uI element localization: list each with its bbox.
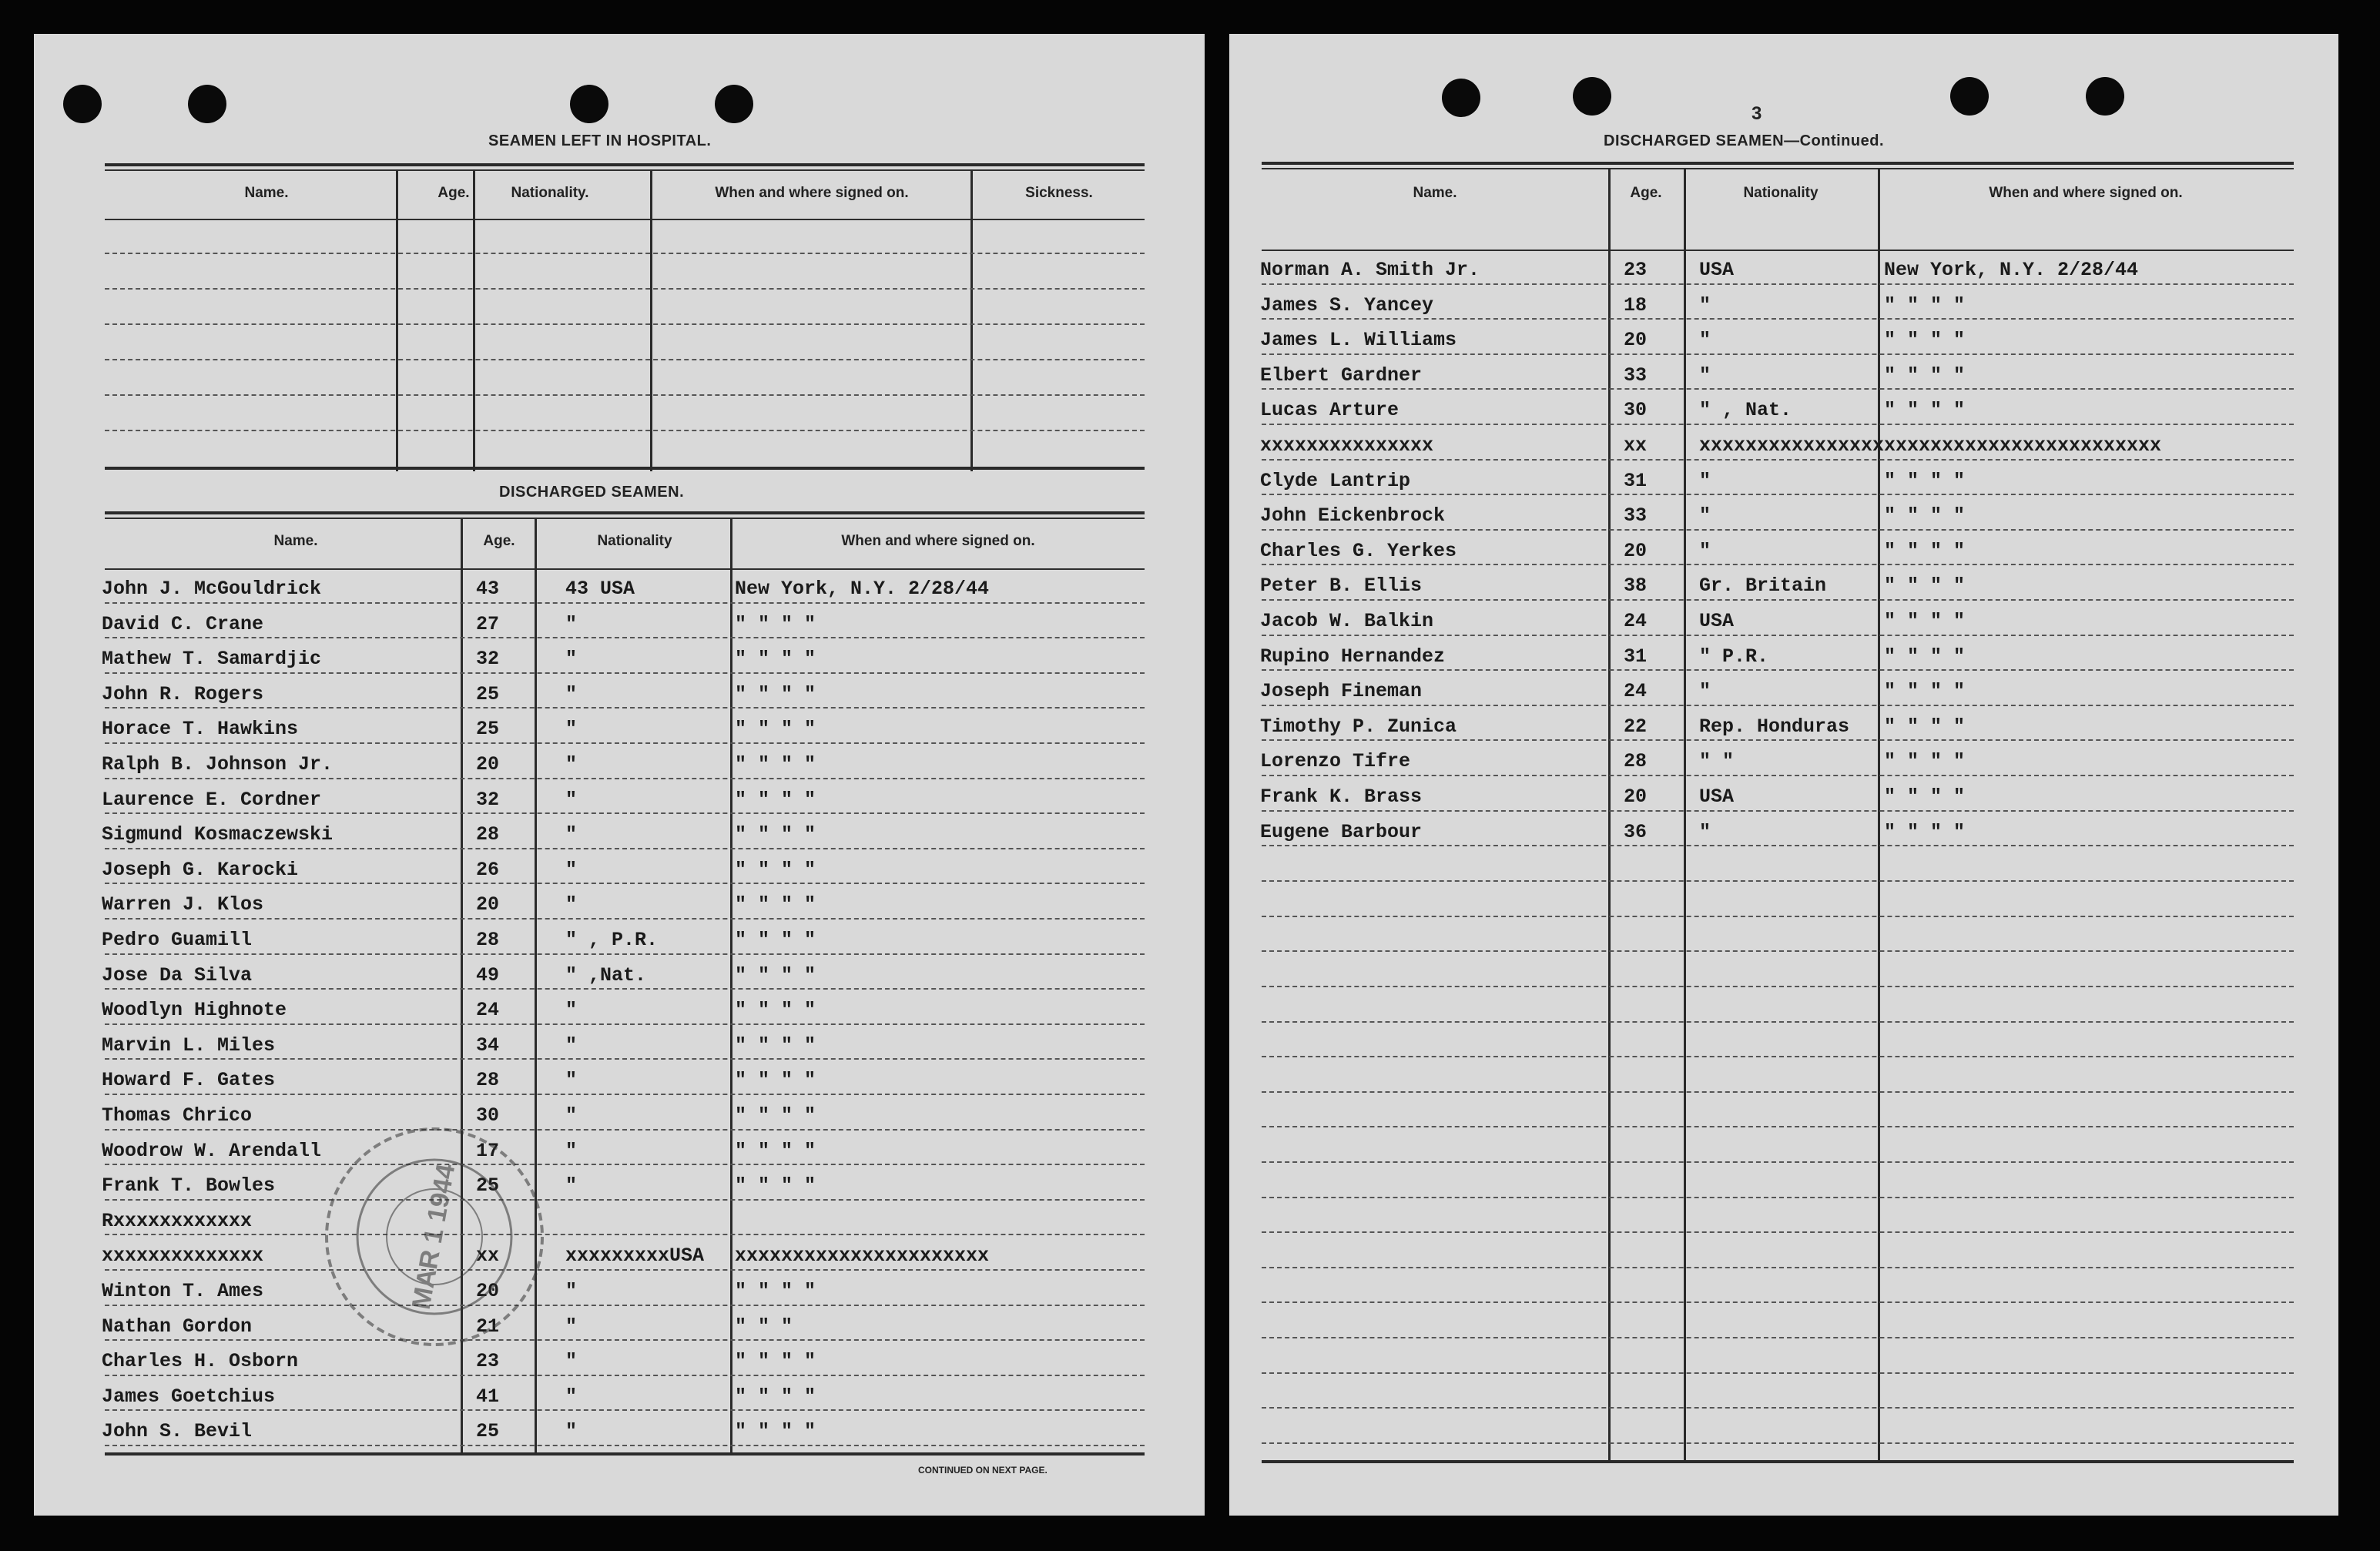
- row-line: [105, 1199, 1145, 1201]
- seaman-nationality: ": [565, 753, 578, 776]
- column-divider: [730, 518, 732, 1454]
- seaman-nationality: ": [1699, 504, 1711, 528]
- seaman-age: 23: [1624, 259, 1648, 281]
- row-line: [1262, 845, 2294, 846]
- row-line: [105, 1023, 1145, 1025]
- right-page: [1229, 34, 2338, 1516]
- rule: [105, 518, 1145, 519]
- seaman-name: Peter B. Ellis: [1260, 575, 1423, 598]
- seaman-age: 28: [476, 1069, 500, 1092]
- seaman-name: Horace T. Hawkins: [102, 718, 299, 741]
- seaman-signed-on: " " " ": [735, 1069, 816, 1092]
- seaman-signed-on: " " " ": [1884, 786, 1966, 808]
- punch-hole: [1573, 77, 1611, 116]
- seaman-signed-on: " " " ": [735, 648, 816, 671]
- seaman-name: Marvin L. Miles: [102, 1033, 276, 1057]
- row-line: [1262, 459, 2294, 461]
- row-line: [1262, 739, 2294, 741]
- seaman-age: 43: [476, 578, 500, 600]
- seaman-age: 31: [1624, 469, 1648, 492]
- seaman-signed-on: " " " ": [1884, 504, 1966, 528]
- rule: [105, 568, 1145, 570]
- hospital-header-name: Name.: [244, 185, 289, 201]
- seaman-nationality: ": [565, 1069, 578, 1092]
- seaman-signed-on: " " " ": [1884, 610, 1966, 632]
- seaman-age: 27: [476, 612, 500, 635]
- seaman-age: 20: [476, 1280, 500, 1302]
- seaman-name: Nathan Gordon: [102, 1315, 253, 1338]
- seaman-nationality: ": [565, 788, 578, 811]
- seaman-nationality: ": [565, 1033, 578, 1057]
- seaman-nationality: ": [565, 1280, 578, 1302]
- rule: [1262, 162, 2294, 165]
- header-signed: When and where signed on.: [841, 533, 1035, 549]
- seaman-nationality: ": [1699, 329, 1711, 352]
- row-line: [105, 778, 1145, 779]
- seaman-name: xxxxxxxxxxxxxx: [102, 1244, 264, 1268]
- seaman-nationality: " P.R.: [1699, 645, 1769, 668]
- left-page: [34, 34, 1205, 1516]
- row-line: [1262, 880, 2294, 882]
- seaman-nationality: xxxxxxxxxxxxxxxx: [1699, 434, 1885, 457]
- rule: [105, 163, 1145, 166]
- seaman-name: John R. Rogers: [102, 682, 264, 705]
- row-line: [1262, 705, 2294, 706]
- seaman-nationality: ": [565, 1385, 578, 1408]
- rule: [1262, 1460, 2294, 1463]
- seaman-nationality: ": [565, 1139, 578, 1162]
- seaman-signed-on: " " " ": [735, 999, 816, 1022]
- rule: [105, 467, 1145, 470]
- seaman-age: 20: [1624, 786, 1648, 808]
- seaman-age: 30: [476, 1104, 500, 1127]
- seaman-age: 41: [476, 1385, 500, 1408]
- column-divider: [473, 169, 475, 471]
- row-line: [105, 1375, 1145, 1376]
- row-line: [1262, 1442, 2294, 1444]
- seaman-name: Jose Da Silva: [102, 963, 253, 987]
- seaman-signed-on: " " " ": [735, 1280, 816, 1302]
- seaman-signed-on: " " " ": [735, 788, 816, 811]
- row-line: [1262, 1231, 2294, 1233]
- seaman-age: 33: [1624, 363, 1648, 387]
- hospital-header-signed: When and where signed on.: [715, 185, 909, 201]
- seaman-nationality: ": [565, 718, 578, 741]
- seaman-nationality: ": [565, 1174, 578, 1198]
- seaman-name: Thomas Chrico: [102, 1104, 253, 1127]
- punch-hole: [188, 85, 226, 123]
- seaman-signed-on: " " " ": [1884, 539, 1966, 562]
- seaman-signed-on: " " " ": [735, 963, 816, 987]
- seaman-signed-on: " " " ": [735, 858, 816, 881]
- seaman-name: Sigmund Kosmaczewski: [102, 823, 334, 846]
- header-signed: When and where signed on.: [1989, 185, 2183, 201]
- seaman-age: 21: [476, 1315, 500, 1338]
- seaman-age: 25: [476, 1174, 500, 1198]
- row-line: [1262, 494, 2294, 495]
- svg-text:MAR 1 1944: MAR 1 1944: [406, 1161, 461, 1312]
- row-line: [1262, 424, 2294, 425]
- seaman-age: 32: [476, 648, 500, 671]
- row-line: [105, 1269, 1145, 1271]
- row-line: [1262, 318, 2294, 320]
- row-line: [1262, 1091, 2294, 1093]
- row-line: [105, 1339, 1145, 1341]
- seaman-nationality: ": [1699, 820, 1711, 843]
- row-line: [105, 953, 1145, 955]
- seaman-signed-on: " " " ": [1884, 329, 1966, 352]
- seaman-signed-on: " " " ": [735, 1104, 816, 1127]
- row-line: [105, 394, 1145, 396]
- seaman-name: xxxxxxxxxxxxxxx: [1260, 434, 1434, 457]
- row-line: [1262, 1372, 2294, 1374]
- seaman-nationality: Rep. Honduras: [1699, 715, 1850, 738]
- row-line: [1262, 810, 2294, 812]
- row-line: [105, 1409, 1145, 1411]
- row-line: [1262, 1301, 2294, 1303]
- seaman-age: 24: [1624, 610, 1648, 632]
- seaman-nationality: " , Nat.: [1699, 399, 1792, 422]
- row-line: [1262, 599, 2294, 601]
- punch-hole: [570, 85, 608, 123]
- row-line: [105, 672, 1145, 674]
- seaman-age: xx: [476, 1244, 500, 1268]
- seaman-signed-on: " " " ": [735, 1385, 816, 1408]
- seaman-name: John Eickenbrock: [1260, 504, 1446, 528]
- page-number: 3: [1751, 103, 1762, 124]
- seaman-name: Jacob W. Balkin: [1260, 610, 1434, 632]
- seaman-name: Joseph Fineman: [1260, 680, 1423, 703]
- row-line: [1262, 669, 2294, 671]
- seaman-signed-on: " " " ": [1884, 715, 1966, 738]
- seaman-nationality: USA: [1699, 259, 1735, 281]
- row-line: [1262, 1197, 2294, 1198]
- seaman-name: James L. Williams: [1260, 329, 1457, 352]
- discharged-title: DISCHARGED SEAMEN.: [499, 484, 685, 501]
- punch-hole: [63, 85, 102, 123]
- row-line: [1262, 529, 2294, 531]
- hospital-header-sickness: Sickness.: [1025, 185, 1093, 201]
- seaman-age: 49: [476, 963, 500, 987]
- seaman-signed-on: " " " ": [735, 823, 816, 846]
- continued-note: CONTINUED ON NEXT PAGE.: [918, 1465, 1048, 1476]
- seaman-age: xx: [1624, 434, 1648, 457]
- row-line: [1262, 388, 2294, 390]
- row-line: [105, 430, 1145, 431]
- seaman-age: 17: [476, 1139, 500, 1162]
- seaman-nationality: " ": [1699, 750, 1735, 773]
- seaman-nationality: 43 USA: [565, 578, 635, 600]
- row-line: [105, 883, 1145, 884]
- seaman-age: 26: [476, 858, 500, 881]
- seaman-signed-on: " " " ": [735, 1139, 816, 1162]
- seaman-name: Frank T. Bowles: [102, 1174, 276, 1198]
- seaman-signed-on: " " " ": [1884, 575, 1966, 598]
- seaman-signed-on: " " " ": [735, 1174, 816, 1198]
- seaman-age: 28: [476, 929, 500, 951]
- seaman-name: Warren J. Klos: [102, 893, 264, 916]
- seaman-nationality: ": [1699, 680, 1711, 703]
- seaman-age: 28: [476, 823, 500, 846]
- row-line: [105, 288, 1145, 290]
- row-line: [105, 988, 1145, 990]
- header-nationality: Nationality: [1743, 185, 1819, 201]
- row-line: [105, 1164, 1145, 1165]
- seaman-signed-on: " " " ": [1884, 750, 1966, 773]
- seaman-signed-on: " " " ": [735, 1033, 816, 1057]
- seaman-age: 20: [1624, 329, 1648, 352]
- seaman-signed-on: " " " ": [735, 1350, 816, 1373]
- seaman-age: 20: [476, 753, 500, 776]
- seaman-name: Winton T. Ames: [102, 1280, 264, 1302]
- seaman-age: 23: [476, 1350, 500, 1373]
- row-line: [1262, 353, 2294, 355]
- seaman-name: John S. Bevil: [102, 1420, 253, 1443]
- seaman-signed-on: New York, N.Y. 2/28/44: [1884, 259, 2139, 281]
- seaman-nationality: ": [565, 612, 578, 635]
- seaman-name: Ralph B. Johnson Jr.: [102, 753, 334, 776]
- seaman-name: James S. Yancey: [1260, 293, 1434, 317]
- seaman-signed-on: " " " ": [735, 1420, 816, 1443]
- punch-hole: [1442, 79, 1480, 117]
- seaman-name: Frank K. Brass: [1260, 786, 1423, 808]
- seaman-signed-on: " " " ": [1884, 363, 1966, 387]
- rule: [105, 1452, 1145, 1456]
- seaman-nationality: Gr. Britain: [1699, 575, 1827, 598]
- seaman-age: 22: [1624, 715, 1648, 738]
- seaman-name: Howard F. Gates: [102, 1069, 276, 1092]
- seaman-age: 20: [1624, 539, 1648, 562]
- row-line: [105, 359, 1145, 360]
- seaman-signed-on: " " " ": [1884, 820, 1966, 843]
- punch-hole: [715, 85, 753, 123]
- seaman-signed-on: " " " ": [1884, 680, 1966, 703]
- seaman-nationality: ": [565, 1104, 578, 1127]
- seaman-name: Woodlyn Highnote: [102, 999, 287, 1022]
- seaman-signed-on: xxxxxxxxxxxxxxxxxxxxxxxx: [1884, 434, 2162, 457]
- seaman-signed-on: " " " ": [735, 753, 816, 776]
- seaman-name: Clyde Lantrip: [1260, 469, 1411, 492]
- row-line: [1262, 564, 2294, 565]
- seaman-age: 18: [1624, 293, 1648, 317]
- seaman-nationality: ": [565, 1350, 578, 1373]
- row-line: [105, 253, 1145, 254]
- row-line: [1262, 1021, 2294, 1023]
- seaman-name: Mathew T. Samardjic: [102, 648, 322, 671]
- seaman-age: 31: [1624, 645, 1648, 668]
- column-divider: [650, 169, 652, 471]
- seaman-age: 20: [476, 893, 500, 916]
- column-divider: [396, 169, 398, 471]
- seaman-signed-on: " " " ": [1884, 399, 1966, 422]
- row-line: [1262, 1337, 2294, 1338]
- row-line: [1262, 1056, 2294, 1057]
- row-line: [105, 848, 1145, 849]
- row-line: [1262, 1407, 2294, 1409]
- row-line: [105, 323, 1145, 325]
- row-line: [1262, 1126, 2294, 1127]
- seaman-name: Lucas Arture: [1260, 399, 1400, 422]
- seaman-name: Timothy P. Zunica: [1260, 715, 1457, 738]
- header-nationality: Nationality: [597, 533, 672, 549]
- seaman-name: Rupino Hernandez: [1260, 645, 1446, 668]
- seaman-nationality: ": [1699, 293, 1711, 317]
- seaman-age: 25: [476, 682, 500, 705]
- seaman-nationality: " , P.R.: [565, 929, 659, 951]
- seaman-age: 25: [476, 718, 500, 741]
- seaman-name: Eugene Barbour: [1260, 820, 1423, 843]
- seaman-age: 25: [476, 1420, 500, 1443]
- seaman-age: 38: [1624, 575, 1648, 598]
- seaman-name: Lorenzo Tifre: [1260, 750, 1411, 773]
- seaman-nationality: ": [1699, 363, 1711, 387]
- postmark-stamp: [319, 1121, 550, 1352]
- seaman-name: Laurence E. Cordner: [102, 788, 322, 811]
- rule: [1262, 168, 2294, 169]
- seaman-name: Charles G. Yerkes: [1260, 539, 1457, 562]
- seaman-name: Pedro Guamill: [102, 929, 253, 951]
- row-line: [105, 1129, 1145, 1131]
- seaman-name: Norman A. Smith Jr.: [1260, 259, 1480, 281]
- seaman-age: 33: [1624, 504, 1648, 528]
- seaman-nationality: ": [565, 858, 578, 881]
- seaman-nationality: " ,Nat.: [565, 963, 647, 987]
- seaman-name: David C. Crane: [102, 612, 264, 635]
- row-line: [1262, 635, 2294, 636]
- row-line: [1262, 950, 2294, 952]
- seaman-signed-on: " " " ": [1884, 645, 1966, 668]
- seaman-age: 32: [476, 788, 500, 811]
- seaman-nationality: USA: [1699, 610, 1735, 632]
- row-line: [105, 1058, 1145, 1060]
- row-line: [1262, 986, 2294, 987]
- seaman-name: Elbert Gardner: [1260, 363, 1423, 387]
- seaman-nationality: ": [565, 648, 578, 671]
- seaman-signed-on: " " ": [735, 1315, 793, 1338]
- seaman-nationality: ": [565, 682, 578, 705]
- header-name: Name.: [273, 533, 318, 549]
- punch-hole: [1950, 77, 1989, 116]
- row-line: [105, 742, 1145, 744]
- seaman-age: 34: [476, 1033, 500, 1057]
- hospital-title: SEAMEN LEFT IN HOSPITAL.: [488, 132, 712, 149]
- seaman-nationality: ": [565, 893, 578, 916]
- rule: [105, 511, 1145, 514]
- seaman-signed-on: " " " ": [735, 929, 816, 951]
- seaman-nationality: xxxxxxxxxUSA: [565, 1244, 705, 1268]
- right-title: DISCHARGED SEAMEN—Continued.: [1604, 132, 1884, 149]
- seaman-nationality: ": [1699, 539, 1711, 562]
- seaman-signed-on: " " " ": [735, 893, 816, 916]
- seaman-nationality: ": [1699, 469, 1711, 492]
- rule: [105, 169, 1145, 171]
- row-line: [1262, 283, 2294, 285]
- row-line: [1262, 1267, 2294, 1268]
- seaman-signed-on: " " " ": [1884, 293, 1966, 317]
- seaman-name: Woodrow W. Arendall: [102, 1139, 322, 1162]
- seaman-name: John J. McGouldrick: [102, 578, 322, 600]
- row-line: [105, 637, 1145, 638]
- seaman-name: James Goetchius: [102, 1385, 276, 1408]
- seaman-age: 24: [1624, 680, 1648, 703]
- seaman-signed-on: " " " ": [735, 682, 816, 705]
- header-age: Age.: [483, 533, 515, 549]
- seaman-name: Rxxxxxxxxxxxx: [102, 1209, 253, 1232]
- row-line: [105, 602, 1145, 604]
- seaman-signed-on: xxxxxxxxxxxxxxxxxxxxxx: [735, 1244, 990, 1268]
- seaman-nationality: ": [565, 823, 578, 846]
- seaman-name: Charles H. Osborn: [102, 1350, 299, 1373]
- row-line: [105, 1094, 1145, 1095]
- row-line: [105, 1445, 1145, 1446]
- seaman-nationality: ": [565, 1420, 578, 1443]
- seaman-age: 28: [1624, 750, 1648, 773]
- row-line: [1262, 916, 2294, 917]
- row-line: [105, 1234, 1145, 1235]
- seaman-age: 30: [1624, 399, 1648, 422]
- seaman-nationality: ": [565, 999, 578, 1022]
- seaman-nationality: ": [565, 1315, 578, 1338]
- seaman-age: 24: [476, 999, 500, 1022]
- punch-hole: [2086, 77, 2124, 116]
- seaman-signed-on: " " " ": [735, 718, 816, 741]
- rule: [1262, 250, 2294, 251]
- header-age: Age.: [1630, 185, 1662, 201]
- row-line: [105, 812, 1145, 814]
- seaman-signed-on: New York, N.Y. 2/28/44: [735, 578, 990, 600]
- seaman-signed-on: " " " ": [735, 612, 816, 635]
- seaman-nationality: USA: [1699, 786, 1735, 808]
- row-line: [105, 918, 1145, 920]
- rule: [105, 219, 1145, 220]
- header-name: Name.: [1413, 185, 1457, 201]
- seaman-name: Joseph G. Karocki: [102, 858, 299, 881]
- row-line: [105, 1305, 1145, 1306]
- seaman-age: 36: [1624, 820, 1648, 843]
- column-divider: [970, 169, 973, 471]
- row-line: [105, 707, 1145, 709]
- hospital-header-age: Age.: [437, 185, 470, 201]
- row-line: [1262, 775, 2294, 776]
- seaman-signed-on: " " " ": [1884, 469, 1966, 492]
- hospital-header-nationality: Nationality.: [511, 185, 589, 201]
- row-line: [1262, 1161, 2294, 1163]
